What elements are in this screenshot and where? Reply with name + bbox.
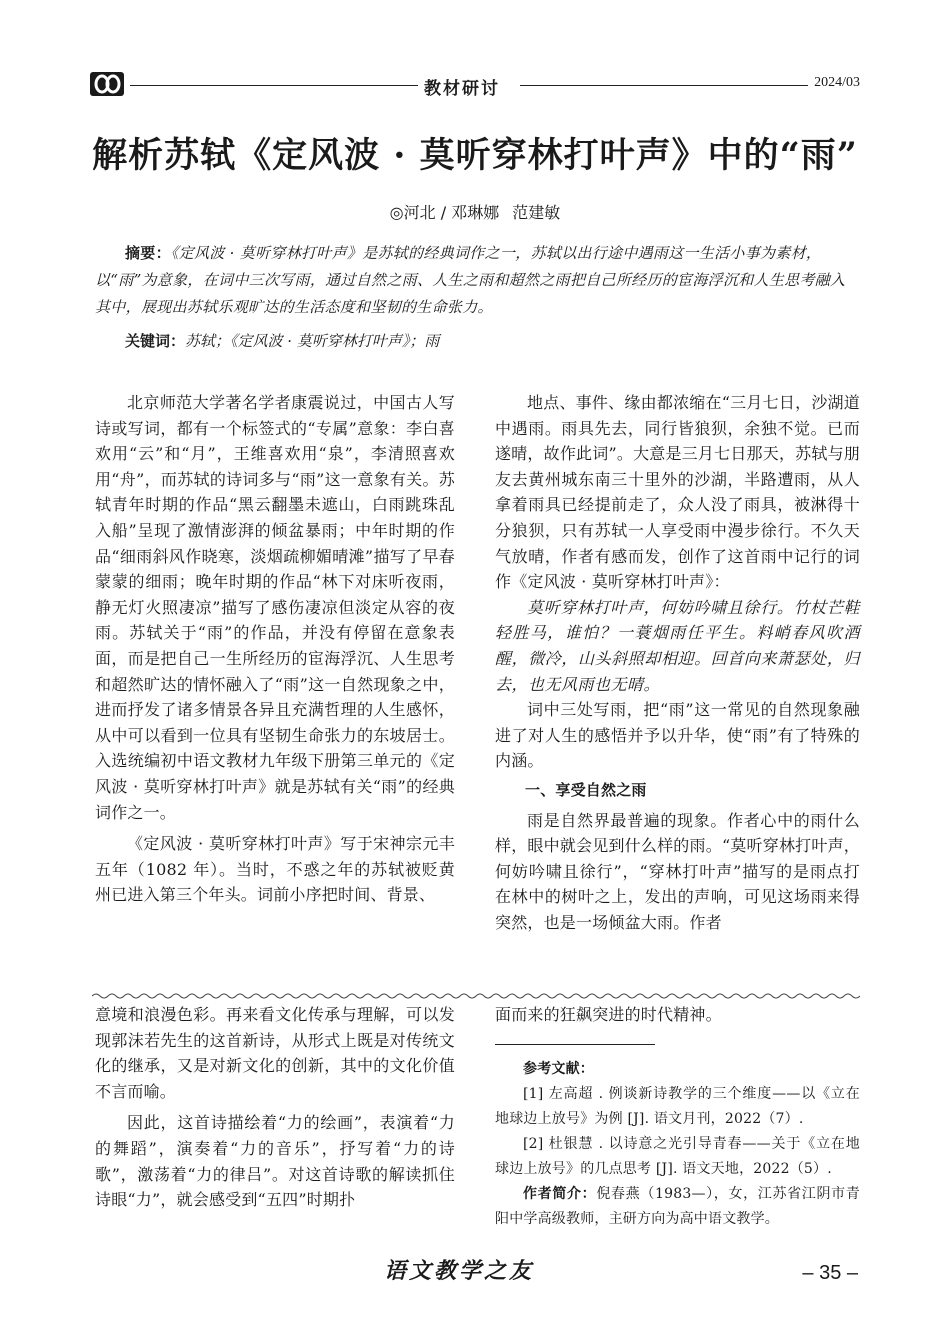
abstract <box>95 240 860 321</box>
references-title: 参考文献： <box>523 1060 594 1077</box>
running-header <box>90 72 860 98</box>
lower-column-left <box>95 1002 455 1213</box>
issue-date: 2024/03 <box>808 75 860 91</box>
magazine-name: 语文教学之友 <box>384 1258 535 1284</box>
journal-logo-icon <box>90 72 124 96</box>
lower-column-right <box>495 1002 860 1232</box>
section-label: 教材研讨 <box>418 74 506 99</box>
reference-item: [1] 左高超 . 例谈新诗教学的三个维度——以《立在地球边上放号》为例 [J]. 语文月刊，2022（7）. <box>495 1085 860 1127</box>
paragraph: 词中三处写雨，把“雨”这一常见的自然现象融进了对人生的感悟并予以升华，使“雨”有了特殊的内涵。 <box>495 700 860 771</box>
header-rule-right <box>520 85 810 86</box>
references-rule <box>495 1044 655 1045</box>
byline <box>0 200 950 223</box>
keywords-text: 苏轼；《定风波 · 莫听穿林打叶声》；雨 <box>185 332 440 350</box>
references <box>495 1057 860 1232</box>
body-column-right <box>495 390 860 935</box>
keywords-label: 关键词： <box>125 332 186 350</box>
paragraph: 北京师范大学著名学者康震说过，中国古人写诗或写词，都有一个标签式的“专属”意象：李白喜欢用“云”和“月”，王维喜欢用“泉”，李清照喜欢用“舟”，而苏轼的诗词多与“雨”这一意象有关。苏轼青年时期的作品“黑云翻墨未遮山，白雨跳珠乱入船”呈现了激情澎湃的倾盆暴雨；中年时期的作品“细雨斜风作晓寒，淡烟疏柳媚晴滩”描写了早春蒙蒙的细雨；晚年时期的作品“林下对床听夜雨，静无灯火照凄凉”描写了感伤凄凉但淡定从容的夜雨。苏轼关于“雨”的作品，并没有停留在意象表面，而是把自己一生所经历的宦海浮沉、人生思考和超然旷达的情怀融入了“雨”这一自然现象之中，进而抒发了诸多情景各异且充满哲理的人生感怀，从中可以看到一位具有坚韧生命张力的东坡居士。入选统编初中语文教材九年级下册第三单元的《定风波 · 莫听穿林打叶声》就是苏轼有关“雨”的经典词作之一。 <box>95 393 455 822</box>
author-region: ◎河北 / 邓琳娜 <box>389 203 500 222</box>
abstract-text: 《定风波 · 莫听穿林打叶声》是苏轼的经典词作之一，苏轼以出行途中遇雨这一生活小事为素材，以“雨”为意象，在词中三次写雨，通过自然之雨、人生之雨和超然之雨把自己所经历的宦海浮沉和人生思考融入其中，展现出苏轼乐观旷达的生活态度和坚韧的生命张力。 <box>95 244 846 316</box>
article-title: 解析苏轼《定风波 · 莫听穿林打叶声》中的“雨” <box>92 135 858 176</box>
paragraph: 因此，这首诗描绘着“力的绘画”，表演着“力的舞蹈”，演奏着“力的音乐”，抒写着“力的诗歌”，激荡着“力的律吕”。对这首诗歌的解读抓住诗眼“力”，就会感受到“五四”时期扑 <box>95 1113 455 1210</box>
paragraph: 雨是自然界最普遍的现象。作者心中的雨什么样，眼中就会见到什么样的雨。“莫听穿林打叶声，何妨吟啸且徐行”，“穿林打叶声”描写的是雨点打在林中的树叶之上，发出的声响，可见这场雨来得突然，也是一场倾盆大雨。作者 <box>495 810 860 932</box>
paragraph: 地点、事件、缘由都浓缩在“三月七日，沙湖道中遇雨。雨具先去，同行皆狼狈，余独不觉。已而遂晴，故作此词”。大意是三月七日那天，苏轼与朋友去黄州城东南三十里外的沙湖，半路遭雨，从人拿着雨具已经提前走了，众人没了雨具，被淋得十分狼狈，只有苏轼一人享受雨中漫步徐行。不久天气放晴，作者有感而发，创作了这首雨中记行的词作《定风波 · 莫听穿林打叶声》： <box>495 393 860 592</box>
bio-text: 倪春燕（1983—），女，江苏省江阴市青阳中学高级教师，主研方向为高中语文教学。 <box>495 1185 860 1227</box>
section-heading: 一、享受自然之雨 <box>525 780 647 799</box>
reference-item: [2] 杜银慧 . 以诗意之光引导青春——关于《立在地球边上放号》的几点思考 [J]. 语文天地，2022（5）. <box>495 1135 860 1177</box>
coauthor: 范建敏 <box>512 203 561 222</box>
author-bio <box>495 1182 860 1232</box>
abstract-label: 摘要： <box>125 244 171 262</box>
header-rule-left <box>130 85 430 86</box>
page-number: – 35 – <box>802 1262 858 1284</box>
paragraph: 《定风波 · 莫听穿林打叶声》写于宋神宗元丰五年（1082 年）。当时，不惑之年的苏轼被贬黄州已进入第三个年头。词前小序把时间、背景、 <box>95 834 455 905</box>
wavy-divider <box>92 992 860 1000</box>
keywords <box>95 328 860 355</box>
poem-text: 莫听穿林打叶声，何妨吟啸且徐行。竹杖芒鞋轻胜马，谁怕？一蓑烟雨任平生。料峭春风吹酒醒，微冷，山头斜照却相迎。回首向来萧瑟处，归去，也无风雨也无晴。 <box>495 597 860 694</box>
paragraph: 意境和浪漫色彩。再来看文化传承与理解，可以发现郭沫若先生的这首新诗，从形式上既是对传统文化的继承，又是对新文化的创新，其中的文化价值不言而喻。 <box>95 1005 455 1101</box>
body-column-left <box>95 390 455 908</box>
bio-label: 作者简介： <box>523 1185 597 1202</box>
paragraph: 面而来的狂飙突进的时代精神。 <box>495 1005 722 1024</box>
